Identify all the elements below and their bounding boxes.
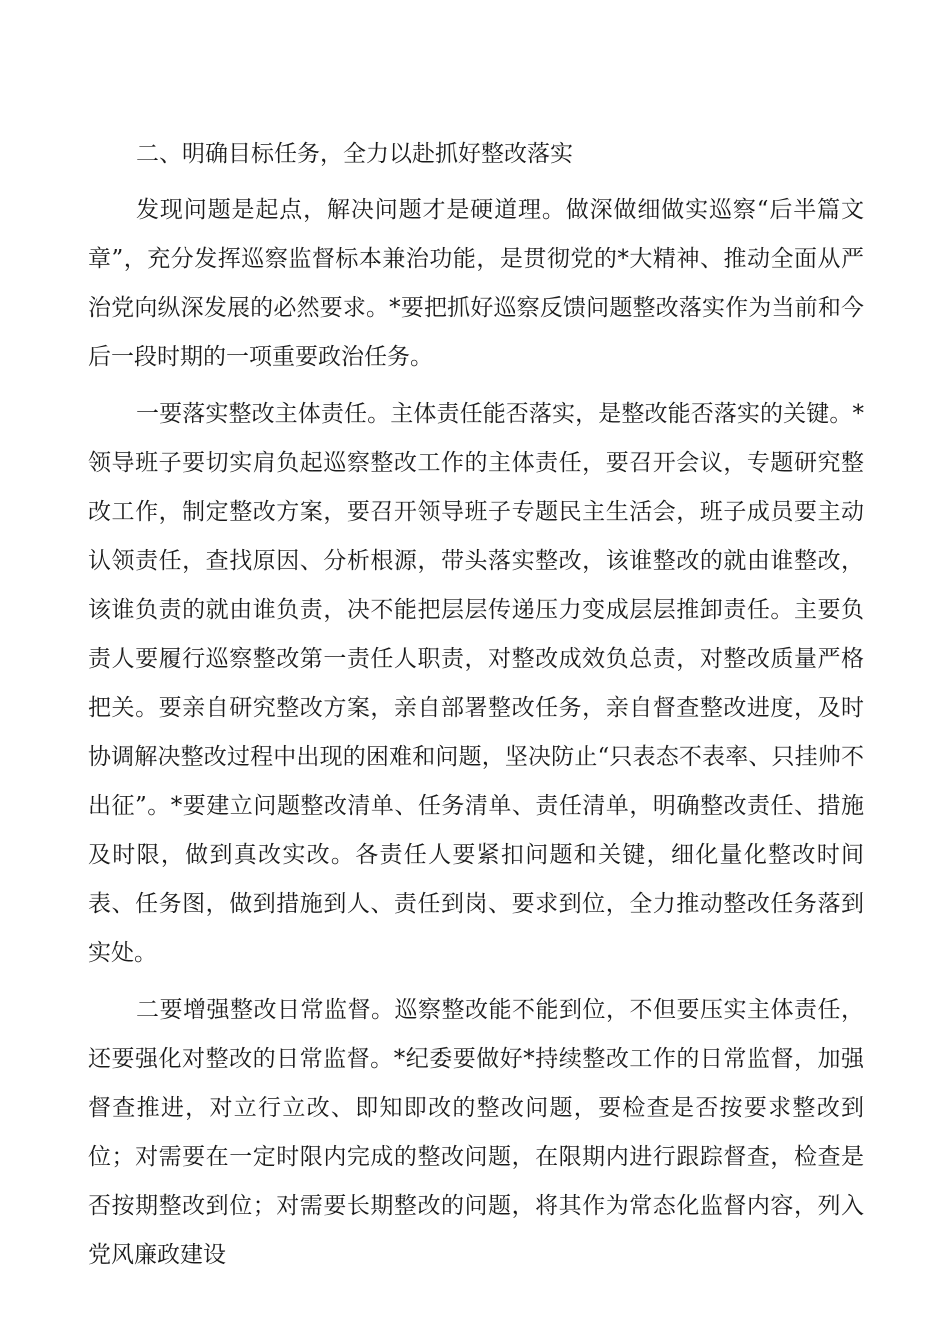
paragraph-intro: 发现问题是起点，解决问题才是硬道理。做深做细做实巡察“后半篇文章”，充分发挥巡察监督标本兼治功能，是贯彻党的*大精神、推动全面从严治党向纵深发展的必然要求。*要把抓好巡察反馈问题整改落实作为当前和今后一段时期的一项重要政治任务。	[88, 197, 864, 370]
section-heading: 二、明确目标任务，全力以赴抓好整改落实	[136, 141, 573, 167]
document-body	[88, 130, 864, 1280]
paragraph-responsibility: 一要落实整改主体责任。主体责任能否落实，是整改能否落实的关键。*领导班子要切实肩负起巡察整改工作的主体责任，要召开会议，专题研究整改工作，制定整改方案，要召开领导班子专题民主生活会，班子成员要主动认领责任，查找原因、分析根源，带头落实整改，该谁整改的就由谁整改，该谁负责的就由谁负责，决不能把层层传递压力变成层层推卸责任。主要负责人要履行巡察整改第一责任人职责，对整改成效负总责，对整改质量严格把关。要亲自研究整改方案，亲自部署整改任务，亲自督查整改进度，及时协调解决整改过程中出现的困难和问题，坚决防止“只表态不表率、只挂帅不出征”。*要建立问题整改清单、任务清单、责任清单，明确整改责任、措施及时限，做到真改实改。各责任人要紧扣问题和关键，细化量化整改时间表、任务图，做到措施到人、责任到岗、要求到位，全力推动整改任务落到实处。	[88, 401, 864, 966]
paragraph-supervision: 二要增强整改日常监督。巡察整改能不能到位，不但要压实主体责任，还要强化对整改的日常监督。*纪委要做好*持续整改工作的日常监督，加强督查推进，对立行立改、即知即改的整改问题，要检查是否按要求整改到位；对需要在一定时限内完成的整改问题，在限期内进行跟踪督查，检查是否按期整改到位；对需要长期整改的问题，将其作为常态化监督内容，列入党风廉政建设	[88, 997, 864, 1268]
